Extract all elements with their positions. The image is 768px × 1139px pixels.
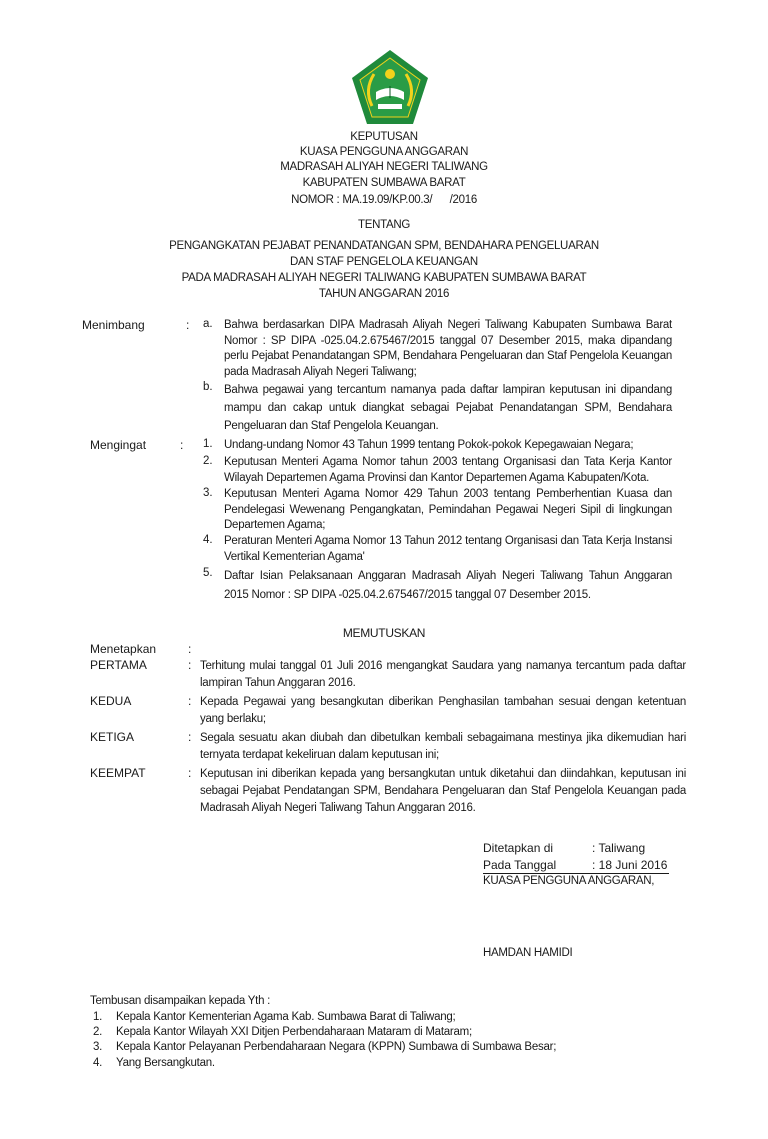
- mengingat-item-4: Peraturan Menteri Agama Nomor 13 Tahun 2012 tentang Organisasi dan Tata Kerja Instansi Vertikal Kementerian Agama': [224, 535, 672, 563]
- mengingat-marker-3: 3.: [203, 487, 213, 499]
- header-tentang: TENTANG: [358, 219, 410, 231]
- mengingat-item-5: Daftar Isian Pelaksanaan Anggaran Madrasah Aliyah Negeri Taliwang Tahun Anggaran 2015 Nomor : SP DIPA -025.04.2.675467/2015 tanggal 07 Desember 2015.: [224, 570, 672, 601]
- tembusan-marker-1: 1.: [93, 1011, 103, 1023]
- ketiga-colon: :: [188, 730, 192, 744]
- menimbang-item-a: Bahwa berdasarkan DIPA Madrasah Aliyah Negeri Taliwang Kabupaten Sumbawa Barat Nomor : SP DIPA -025.04.2.675467/2015 tanggal 07 Desember 2015, maka dipandang perlu Pejabat Penandatangan SPM, Bendahara Pengeluaran dan Staf Pengelola Keuangan pada Madrasah Aliyah Negeri Taliwang;: [224, 319, 672, 378]
- menimbang-marker-a: a.: [203, 318, 213, 330]
- tembusan-marker-3: 3.: [93, 1041, 103, 1053]
- signature-divider: [483, 873, 669, 874]
- subject-line-2: DAN STAF PENGELOLA KEUANGAN: [290, 256, 478, 268]
- kedua-label: KEDUA: [90, 694, 132, 708]
- menimbang-label: Menimbang: [82, 318, 145, 332]
- menimbang-colon: :: [186, 318, 190, 332]
- tembusan-item-2: Kepala Kantor Wilayah XXI Ditjen Perbendaharaan Mataram di Mataram;: [116, 1026, 472, 1038]
- tembusan-item-3: Kepala Kantor Pelayanan Perbendaharaan Negara (KPPN) Sumbawa di Sumbawa Besar;: [116, 1041, 557, 1053]
- pertama-label: PERTAMA: [90, 658, 147, 672]
- tembusan-item-4: Yang Bersangkutan.: [116, 1057, 215, 1069]
- tembusan-marker-2: 2.: [93, 1026, 103, 1038]
- ketiga-text: Segala sesuatu akan diubah dan dibetulkan kembali sebagaimana mestinya jika dikemudian hari ternyata terdapat kekeliruan dalam keputusan ini;: [200, 732, 686, 761]
- mengingat-label: Mengingat: [90, 438, 147, 452]
- tembusan-item-1: Kepala Kantor Kementerian Agama Kab. Sumbawa Barat di Taliwang;: [116, 1011, 456, 1023]
- tembusan-marker-4: 4.: [93, 1057, 103, 1069]
- menimbang-item-b: Bahwa pegawai yang tercantum namanya pada daftar lampiran keputusan ini dipandang mampu dan cakap untuk diangkat sebagai Pejabat Penandatangan SPM, Bendahara Pengeluaran dan Staf Pengelola Keuangan.: [224, 384, 672, 432]
- ditetapkan-label: Ditetapkan di: [483, 841, 554, 855]
- tanggal-label: Pada Tanggal: [483, 858, 557, 872]
- subject-line-1: PENGANGKATAN PEJABAT PENANDATANGAN SPM, BENDAHARA PENGELUARAN: [169, 240, 599, 252]
- mengingat-item-1: Undang-undang Nomor 43 Tahun 1999 tentang Pokok-pokok Kepegawaian Negara;: [224, 439, 634, 451]
- kedua-text: Kepada Pegawai yang besangkutan diberikan Penghasilan tambahan sesuai dengan ketentuan yang berlaku;: [200, 696, 686, 725]
- tembusan-heading: Tembusan disampaikan kepada Yth :: [90, 995, 271, 1007]
- menetapkan-label: Menetapkan: [90, 642, 157, 656]
- pertama-colon: :: [188, 658, 192, 672]
- header-nomor: NOMOR : MA.19.09/KP.00.3/ /2016: [291, 194, 477, 206]
- kemenag-logo-icon: [350, 48, 430, 128]
- tanggal-value: : 18 Juni 2016: [592, 858, 668, 872]
- mengingat-marker-2: 2.: [203, 455, 213, 467]
- ditetapkan-value: : Taliwang: [592, 841, 646, 855]
- subject-line-4: TAHUN ANGGARAN 2016: [318, 288, 450, 300]
- keempat-text: Keputusan ini diberikan kepada yang bersangkutan untuk diketahui dan diindahkan, keputusan ini sebagai Pejabat Pendatangan SPM, Bendahara Pengeluaran dan Staf Pengelola Keuangan pada Madrasah Aliyah Negeri Taliwang Tahun Anggaran 2016.: [200, 768, 686, 814]
- subject-line-3: PADA MADRASAH ALIYAH NEGERI TALIWANG KABUPATEN SUMBAWA BARAT: [181, 272, 587, 284]
- mengingat-marker-4: 4.: [203, 534, 213, 546]
- header-line-4: KABUPATEN SUMBAWA BARAT: [302, 177, 466, 189]
- ketiga-label: KETIGA: [90, 730, 135, 744]
- mengingat-item-3: Keputusan Menteri Agama Nomor 429 Tahun 2003 tentang Pemberhentian Kuasa dan Pendelegasi Wewenang Pengangkatan, Pemindahan Pegawai Negeri Sipil di lingkungan Departemen Agama;: [224, 488, 672, 531]
- keempat-colon: :: [188, 766, 192, 780]
- mengingat-colon: :: [180, 438, 184, 452]
- pertama-text: Terhitung mulai tanggal 01 Juli 2016 mengangkat Saudara yang namanya tercantum pada daftar lampiran Tahun Anggaran 2016.: [200, 660, 686, 689]
- signature-title: KUASA PENGGUNA ANGGARAN,: [483, 875, 655, 887]
- header-line-3: MADRASAH ALIYAH NEGERI TALIWANG: [280, 161, 488, 173]
- keempat-label: KEEMPAT: [90, 766, 146, 780]
- kedua-colon: :: [188, 694, 192, 708]
- memutuskan-heading: MEMUTUSKAN: [342, 626, 426, 640]
- signatory-name: HAMDAN HAMIDI: [483, 947, 573, 959]
- menetapkan-colon: :: [188, 642, 192, 656]
- header-line-2: KUASA PENGGUNA ANGGARAN: [299, 146, 469, 158]
- header-title: KEPUTUSAN: [350, 131, 418, 143]
- menimbang-marker-b: b.: [203, 381, 213, 393]
- mengingat-marker-1: 1.: [203, 438, 213, 450]
- mengingat-marker-5: 5.: [203, 567, 213, 579]
- mengingat-item-2: Keputusan Menteri Agama Nomor tahun 2003 tentang Organisasi dan Tata Kerja Kantor Wilayah Departemen Agama Provinsi dan Kantor Departemen Agama Kabupaten/Kota.: [224, 456, 672, 484]
